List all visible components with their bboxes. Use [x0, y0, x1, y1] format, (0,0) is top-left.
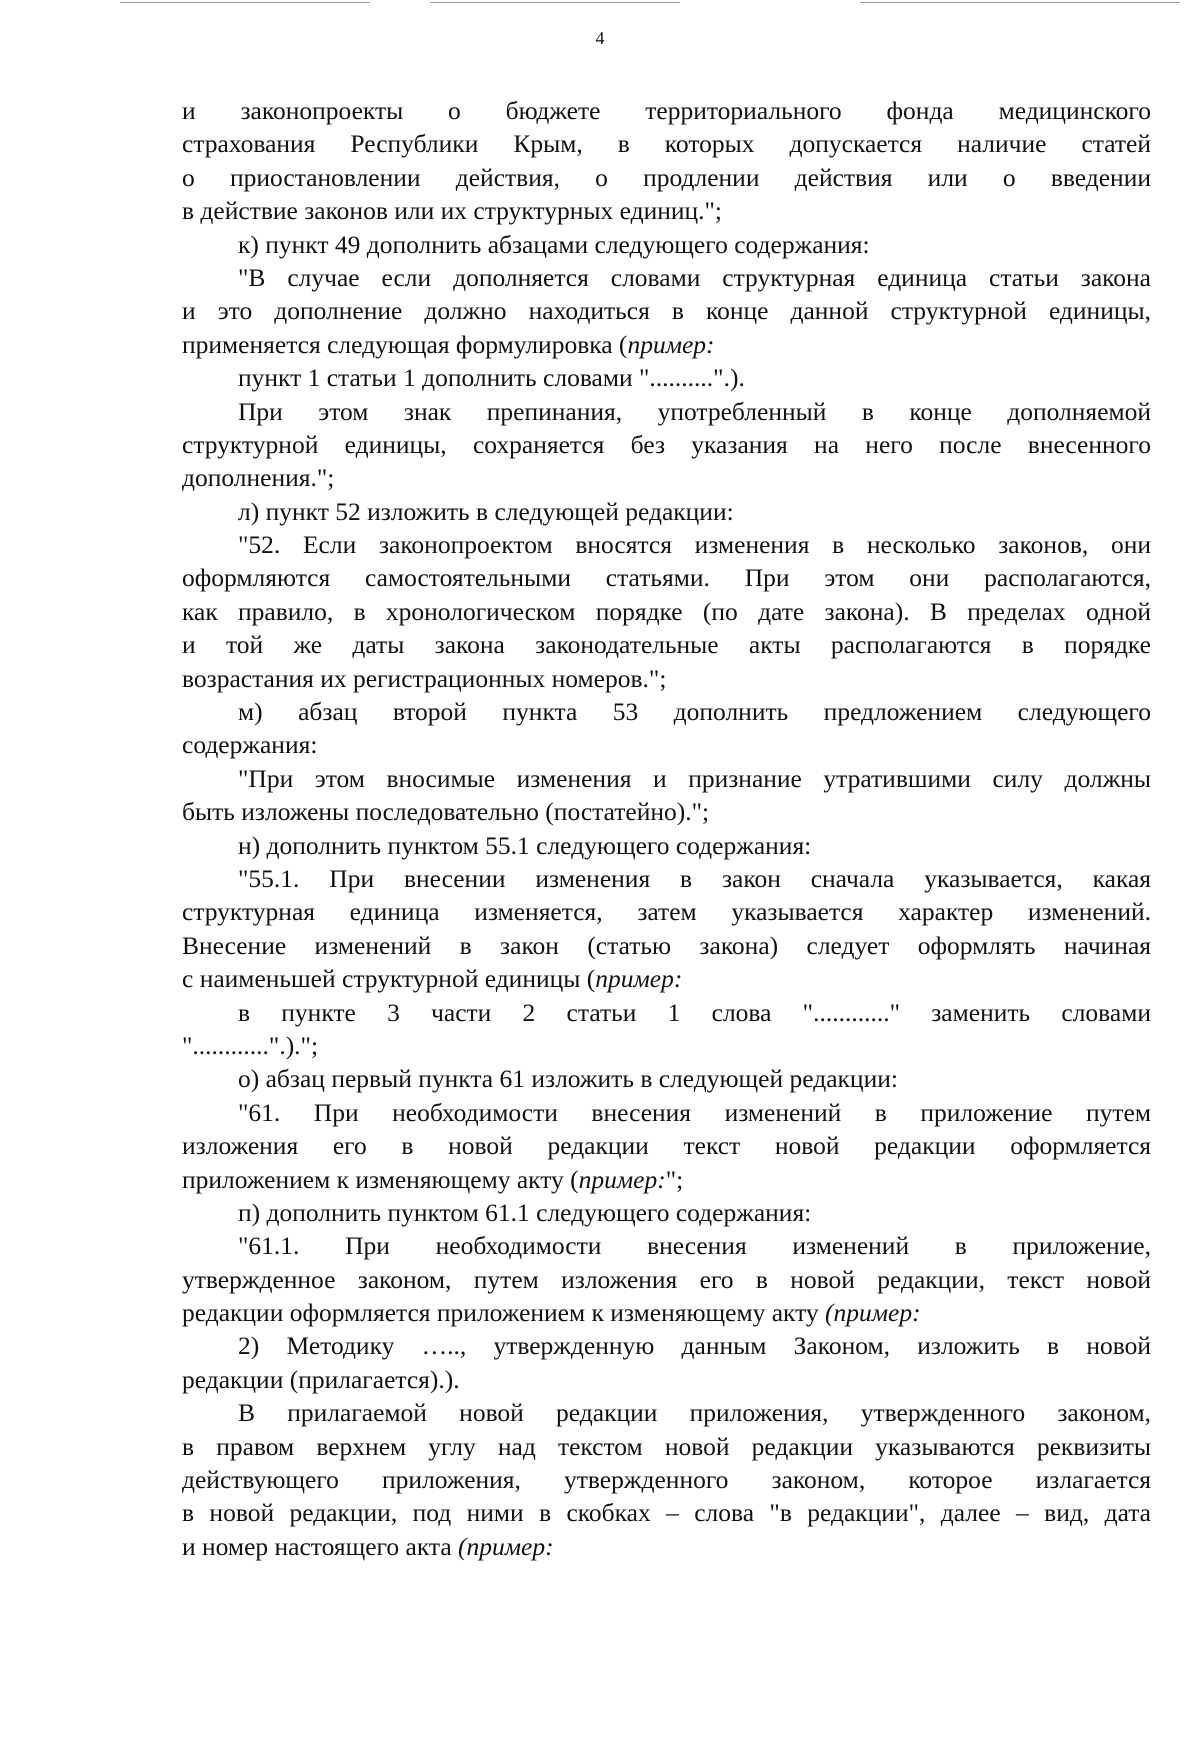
text-line — [182, 1530, 1151, 1563]
text-line — [182, 1096, 1151, 1129]
text-line-content: "............".)."; — [182, 1030, 319, 1060]
text-line — [182, 561, 1151, 594]
document-body — [182, 94, 1151, 1563]
text-line-content: м) абзац второй пункта 53 дополнить предложением следующего — [238, 697, 1151, 727]
text-line-content: пункт 1 статьи 1 дополнить словами "..........".). — [238, 363, 745, 393]
text-line-content: 2) Методику ….., утвержденную данным Законом, изложить в новой — [238, 1331, 1151, 1361]
text-line — [182, 595, 1151, 628]
text-line-content: При этом знак препинания, употребленный в конце дополняемой — [238, 396, 1151, 426]
text-line-content: В прилагаемой новой редакции приложения, утвержденного законом, — [238, 1398, 1151, 1428]
scan-edge-line — [430, 2, 680, 3]
text-line — [182, 662, 1151, 695]
text-line — [182, 728, 1151, 761]
text-line — [182, 1329, 1151, 1362]
text-line — [182, 895, 1151, 928]
text-line — [182, 194, 1151, 227]
text-line-content: содержания: — [182, 730, 318, 760]
text-line-content: и законопроекты о бюджете территориального фонда медицинского — [182, 96, 1151, 125]
text-line — [182, 1496, 1151, 1529]
text-line — [182, 795, 1151, 828]
text-line-content: структурной единицы, сохраняется без указания на него после внесенного — [182, 429, 1151, 459]
text-line-content: "61. При необходимости внесения изменений в приложение путем — [238, 1097, 1151, 1127]
text-line-content: утвержденное законом, путем изложения его в новой редакции, текст новой — [182, 1264, 1151, 1294]
text-line-content: "При этом вносимые изменения и признание утратившими силу должны — [238, 763, 1151, 793]
text-line — [182, 695, 1151, 728]
text-line-content: п) дополнить пунктом 61.1 следующего содержания: — [238, 1197, 812, 1227]
text-line-content: "В случае если дополняется словами структурная единица статьи закона — [238, 262, 1151, 292]
text-line-content: как правило, в хронологическом порядке (по дате закона). В пределах одной — [182, 596, 1151, 626]
text-line — [182, 428, 1151, 461]
italic-example-label: пример: — [578, 1164, 666, 1194]
text-line — [182, 1463, 1151, 1496]
text-line-content: о приостановлении действия, о продлении действия или о введении — [182, 162, 1151, 192]
text-line-content: действующего приложения, утвержденного законом, которое излагается — [182, 1465, 1151, 1495]
text-line — [182, 628, 1151, 661]
text-line-content: л) пункт 52 изложить в следующей редакции: — [238, 496, 734, 526]
text-line — [182, 1229, 1151, 1262]
text-line-content: возрастания их регистрационных номеров."; — [182, 663, 667, 693]
italic-example-label: пример: — [627, 329, 715, 359]
text-line — [182, 328, 1151, 361]
text-line — [182, 94, 1151, 127]
text-line-content: о) абзац первый пункта 61 изложить в следующей редакции: — [238, 1064, 898, 1094]
text-line-content: быть изложены последовательно (постатейно)."; — [182, 797, 710, 827]
text-line-content: оформляются самостоятельными статьями. При этом они располагаются, — [182, 563, 1151, 593]
text-line — [182, 461, 1151, 494]
text-line-content: редакции (прилагается).). — [182, 1364, 460, 1394]
italic-example-label: пример: — [595, 964, 683, 994]
text-line — [182, 1296, 1151, 1329]
text-line — [182, 127, 1151, 160]
text-line — [182, 1263, 1151, 1296]
text-line-content: структурная единица изменяется, затем указывается характер изменений. — [182, 897, 1151, 927]
text-line — [182, 261, 1151, 294]
text-line — [182, 929, 1151, 962]
text-line-content: применяется следующая формулировка ( — [182, 329, 628, 359]
text-line-content: к) пункт 49 дополнить абзацами следующего содержания: — [238, 229, 870, 259]
text-line-content: "55.1. При внесении изменения в закон сначала указывается, какая — [238, 863, 1151, 893]
text-line-content: в действие законов или их структурных единиц."; — [182, 196, 723, 226]
text-line — [182, 294, 1151, 327]
text-line — [182, 762, 1151, 795]
text-line — [182, 361, 1151, 394]
text-line — [182, 495, 1151, 528]
italic-example-label: (пример: — [825, 1298, 921, 1328]
text-line — [182, 1062, 1151, 1095]
text-line — [182, 1029, 1151, 1062]
text-line — [182, 1430, 1151, 1463]
text-line-content: в новой редакции, под ними в скобках – слова "в редакции", далее – вид, дата — [182, 1498, 1151, 1528]
text-line — [182, 996, 1151, 1029]
text-line — [182, 1396, 1151, 1429]
text-line-content: "61.1. При необходимости внесения изменений в приложение, — [238, 1231, 1151, 1261]
text-line-content: в правом верхнем углу над текстом новой редакции указываются реквизиты — [182, 1431, 1151, 1461]
text-line-content: Внесение изменений в закон (статью закона) следует оформлять начиная — [182, 930, 1151, 960]
scan-edge-line — [860, 2, 1180, 3]
text-line-content: в пункте 3 части 2 статьи 1 слова "............" заменить словами — [238, 997, 1151, 1027]
text-line-content: дополнения."; — [182, 463, 335, 493]
text-line-content: и той же даты закона законодательные акты располагаются в порядке — [182, 630, 1151, 660]
scan-edge-line — [120, 2, 370, 3]
text-line-content: приложением к изменяющему акту ( — [182, 1164, 579, 1194]
text-line — [182, 962, 1151, 995]
text-line — [182, 1129, 1151, 1162]
text-line — [182, 395, 1151, 428]
page-number: 4 — [595, 28, 605, 48]
text-line-content: и номер настоящего акта — [182, 1531, 459, 1561]
text-line-tail: "; — [665, 1164, 684, 1194]
text-line — [182, 528, 1151, 561]
text-line-content: страхования Республики Крым, в которых допускается наличие статей — [182, 129, 1151, 159]
italic-example-label: (пример: — [458, 1531, 554, 1561]
text-line-content: с наименьшей структурной единицы ( — [182, 964, 596, 994]
text-line — [182, 1163, 1151, 1196]
text-line — [182, 161, 1151, 194]
text-line — [182, 1363, 1151, 1396]
text-line — [182, 829, 1151, 862]
text-line — [182, 862, 1151, 895]
text-line-content: редакции оформляется приложением к изменяющему акту — [182, 1298, 826, 1328]
text-line-content: и это дополнение должно находиться в конце данной структурной единицы, — [182, 296, 1151, 326]
text-line — [182, 228, 1151, 261]
text-line-content: н) дополнить пунктом 55.1 следующего содержания: — [238, 830, 812, 860]
text-line-content: "52. Если законопроектом вносятся изменения в несколько законов, они — [238, 530, 1151, 560]
text-line — [182, 1196, 1151, 1229]
text-line-content: изложения его в новой редакции текст новой редакции оформляется — [182, 1131, 1151, 1161]
